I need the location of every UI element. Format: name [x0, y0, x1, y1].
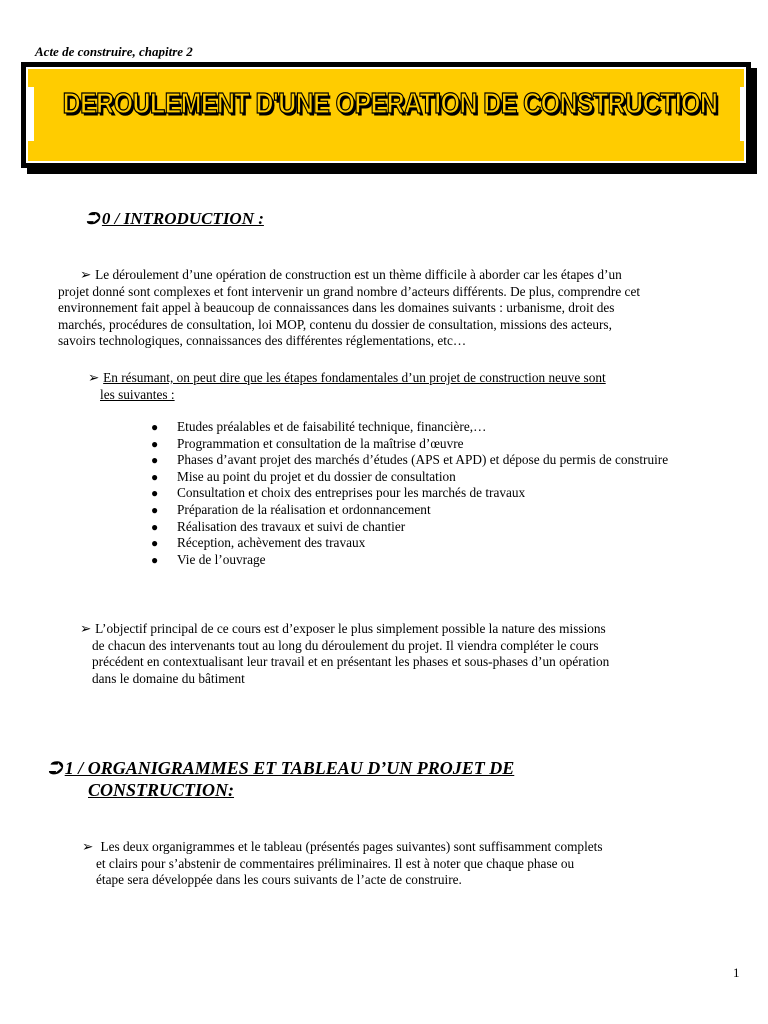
document-title: DEROULEMENT D'UNE OPERATION DE CONSTRUCTION	[62, 87, 718, 121]
summary-line: En résumant, on peut dire que les étapes fondamentales d’un projet de construction neuve sont	[103, 370, 606, 385]
bullet-dot-icon: ●	[151, 502, 159, 517]
bullet-dot-icon: ●	[151, 436, 159, 451]
list-item: ● Consultation et choix des entreprises pour les marchés de travaux	[151, 485, 526, 501]
page-number: 1	[733, 965, 740, 980]
summary-line: les suivantes :	[100, 386, 175, 402]
summary-paragraph	[88, 370, 708, 403]
paragraph-line: marchés, procédures de consultation, loi MOP, contenu du dossier de consultation, missions des acteurs,	[58, 316, 612, 332]
list-item: ● Préparation de la réalisation et ordonnancement	[151, 501, 431, 517]
paragraph-line: Les deux organigrammes et le tableau (présentés pages suivantes) sont suffisamment complets	[97, 839, 603, 854]
section-heading-introduction	[86, 209, 264, 229]
arrowhead-bullet-icon: ➢	[82, 839, 94, 854]
section-title: 0 / INTRODUCTION :	[101, 209, 264, 228]
arrowhead-bullet-icon: ➢	[88, 370, 100, 385]
section-title: 1 / ORGANIGRAMMES ET TABLEAU D’UN PROJET DE	[64, 758, 515, 778]
paragraph-line: de chacun des intervenants tout au long du déroulement du projet. Il viendra compléter le cours	[92, 637, 599, 653]
list-item: ● Réception, achèvement des travaux	[151, 535, 366, 551]
paragraph-line: projet donné sont complexes et font intervenir un grand nombre d’acteurs différents. De plus, comprendre cet	[58, 283, 641, 299]
curved-arrow-icon: ⮊	[48, 758, 62, 778]
list-item: ● Réalisation des travaux et suivi de chantier	[151, 518, 406, 534]
paragraph-line: savoirs technologiques, connaissances des différentes réglementations, etc…	[58, 333, 467, 349]
bullet-dot-icon: ●	[151, 536, 159, 551]
bullet-dot-icon: ●	[151, 453, 159, 468]
bullet-dot-icon: ●	[151, 519, 159, 534]
paragraph-line: environnement fait appel à beaucoup de connaissances dans les domaines suivants : urbanisme, droit des	[58, 300, 615, 316]
paragraph-line: dans le domaine du bâtiment	[92, 670, 245, 686]
arrowhead-bullet-icon: ➢	[80, 621, 92, 636]
list-item: ● Programmation et consultation de la maîtrise d’œuvre	[151, 435, 464, 451]
arrowhead-bullet-icon: ➢	[80, 267, 92, 282]
section-heading-organigrammes	[48, 757, 514, 779]
bullet-dot-icon: ●	[151, 486, 159, 501]
paragraph-line: et clairs pour s’abstenir de commentaires préliminaires. Il est à noter que chaque phase ou	[96, 855, 575, 871]
list-item: ● Etudes préalables et de faisabilité technique, financière,…	[151, 419, 487, 434]
paragraph-line: ➢ Le déroulement d’une opération de construction est un thème difficile à aborder car les étapes d’un	[80, 267, 622, 282]
intro-paragraph	[58, 267, 748, 350]
section-heading-continuation: CONSTRUCTION:	[88, 780, 235, 800]
running-head: Acte de construire, chapitre 2	[35, 44, 193, 59]
paragraph-line: étape sera développée dans les cours suivants de l’acte de construire.	[96, 872, 462, 888]
bullet-dot-icon: ●	[151, 420, 159, 434]
bullet-dot-icon: ●	[151, 552, 159, 567]
list-item: ● Mise au point du projet et du dossier de consultation	[151, 468, 456, 484]
curved-arrow-icon: ⮊	[86, 209, 99, 228]
list-item: ● Phases d’avant projet des marchés d’études (APS et APD) et dépose du permis de construire	[151, 452, 669, 468]
list-item: ● Vie de l’ouvrage	[151, 551, 266, 567]
organigrammes-paragraph	[82, 839, 722, 889]
bullet-dot-icon: ●	[151, 469, 159, 484]
construction-steps-list	[151, 419, 711, 568]
paragraph-line: précédent en contextualisant leur travail et en présentant les phases et sous-phases d’un opération	[92, 654, 610, 670]
objective-paragraph	[80, 621, 720, 687]
paragraph-line: L’objectif principal de ce cours est d’exposer le plus simplement possible la nature des missions	[95, 621, 606, 636]
